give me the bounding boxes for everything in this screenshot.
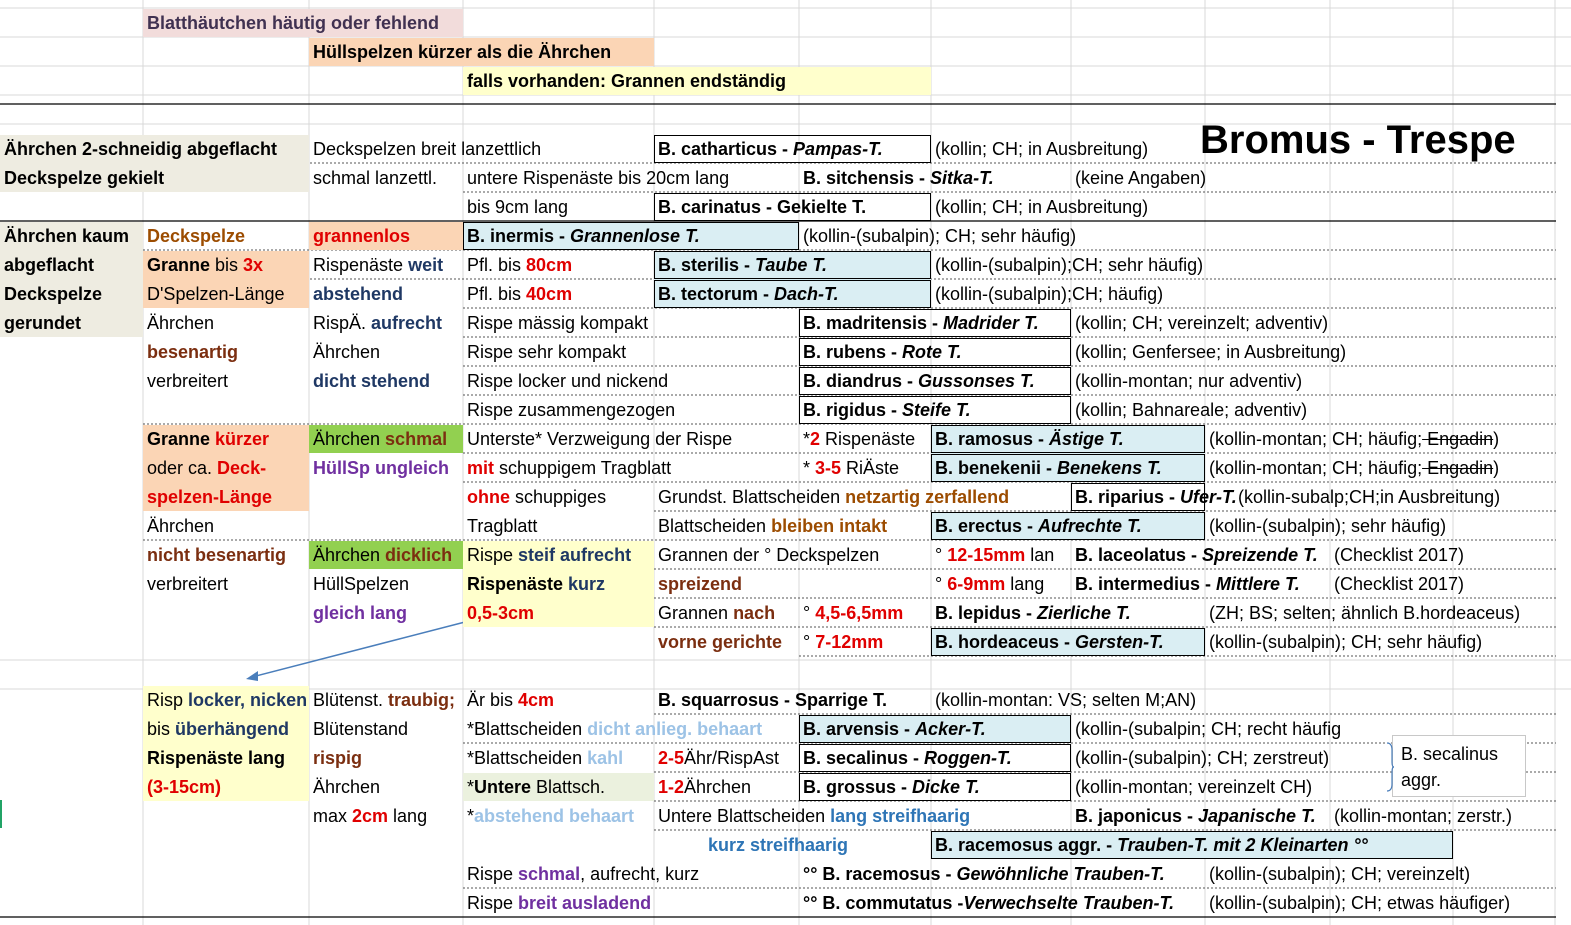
text-part: 40cm: [526, 284, 573, 304]
text-part: °: [803, 632, 816, 652]
species-info: (kollin-montan; nur adventiv): [1075, 371, 1303, 391]
text-part: 6-9mm: [947, 574, 1006, 594]
key-text: [799, 628, 883, 656]
key-text: [309, 541, 452, 569]
text-part: netzartig zerfallend: [845, 487, 1010, 507]
species-common: Dicke T.: [912, 777, 980, 797]
text-part: 4,5-6,5mm: [815, 603, 904, 623]
species-latin: B. ramosus -: [935, 429, 1050, 449]
species-info: (kollin; CH; in Ausbreitung): [935, 139, 1149, 159]
species-common: Pampas-T.: [793, 139, 883, 159]
species-common: Ästige T.: [1049, 429, 1124, 449]
text-part: *: [803, 458, 816, 478]
key-text: Unterste* Verzweigung der Rispe: [467, 429, 733, 449]
key-text: Blütenstand: [313, 719, 409, 739]
species-latin: B. erectus -: [935, 516, 1039, 536]
species-info: (kollin; CH; in Ausbreitung): [935, 197, 1149, 217]
key-text: [799, 599, 903, 627]
species-name: [799, 889, 1174, 917]
species-info: (kollin-(subalpin); sehr häufig): [1209, 516, 1447, 536]
species-common: Taube T.: [755, 255, 828, 275]
species-info: (kollin-(subalpin); CH; etwas häufiger): [1209, 893, 1511, 913]
text-part: *Blattscheiden: [467, 719, 588, 739]
species-latin: B. rigidus -: [803, 400, 902, 420]
species-name: [931, 512, 1142, 540]
key-text: [463, 715, 762, 743]
species-latin: B. secalinus -: [803, 748, 925, 768]
text-part: Ährchen: [313, 429, 386, 449]
key-text: [931, 570, 1044, 598]
species-latin: B. racemosus aggr. -: [935, 835, 1118, 855]
text-part: Grannen: [658, 603, 734, 623]
species-info: (keine Angaben): [1075, 168, 1207, 188]
text-part: schuppiges: [510, 487, 607, 507]
text-part: Grundst. Blattscheiden: [658, 487, 846, 507]
key-text: grannenlos: [313, 226, 411, 246]
species-latin: B. inermis -: [467, 226, 571, 246]
key-text: [463, 280, 572, 308]
text-part: bis: [210, 255, 244, 275]
key-text: abstehend: [313, 284, 404, 304]
key-text: Deckspelze gekielt: [4, 168, 165, 188]
key-text: abgeflacht: [4, 255, 95, 275]
text-part: überhängend: [175, 719, 290, 739]
species-name: [1071, 541, 1318, 569]
text-part: *: [803, 429, 811, 449]
text-part: Risp: [147, 690, 189, 710]
text-part: Pfl. bis: [467, 284, 527, 304]
text-part: 80cm: [526, 255, 573, 275]
species-info: (kollin-(subalpin);CH; sehr häufig): [935, 255, 1204, 275]
key-text: [309, 802, 427, 830]
text-part: Pfl. bis: [467, 255, 527, 275]
key-text: [143, 251, 263, 279]
text-part: dicht anlieg. behaart: [587, 719, 763, 739]
species-name: [1071, 570, 1300, 598]
key-text: gerundet: [4, 313, 82, 333]
key-text: spelzen-Länge: [147, 487, 273, 507]
species-latin: °° B. commutatus -: [803, 893, 964, 913]
text-part: kürzer: [215, 429, 270, 449]
key-text: [931, 541, 1054, 569]
key-text: schmal lanzettl.: [313, 168, 438, 188]
species-info: (kollin; Genfersee; in Ausbreitung): [1075, 342, 1347, 362]
key-text: vorne gerichte: [658, 632, 783, 652]
key-text: [309, 309, 442, 337]
species-latin: B. arvensis -: [803, 719, 916, 739]
species-common: Aufrechte T.: [1038, 516, 1142, 536]
text-part: Deck-: [217, 458, 267, 478]
key-text: [463, 454, 671, 482]
species-common: Mittlere T.: [1216, 574, 1300, 594]
key-text: [463, 570, 605, 598]
species-info: (kollin; Bahnareale; adventiv): [1075, 400, 1308, 420]
text-part: schmal: [518, 864, 581, 884]
text-part: 7-12mm: [815, 632, 884, 652]
text-part: kahl: [587, 748, 624, 768]
key-text: kurz streifhaarig: [708, 835, 849, 855]
text-part: bleiben intakt: [771, 516, 888, 536]
species-common: Madrider T.: [943, 313, 1039, 333]
species-name: [463, 222, 700, 250]
species-latin: B. hordeaceus -: [935, 632, 1076, 652]
key-text: [309, 425, 447, 453]
key-text: HüllSp ungleich: [313, 458, 450, 478]
text-part: Engadin: [1422, 458, 1494, 478]
key-text: Ährchen: [147, 313, 215, 333]
species-info: (kollin-(subalpin); CH; sehr häufig): [803, 226, 1077, 246]
text-part: (kollin-montan; CH; häufig;: [1209, 429, 1423, 449]
text-part: steif aufrecht: [518, 545, 632, 565]
key-text: besenartig: [147, 342, 239, 362]
key-text: [654, 773, 751, 801]
text-part: Ährchen: [313, 545, 386, 565]
text-part: RiÄste: [841, 458, 900, 478]
key-text: [654, 483, 1009, 511]
key-text: Ährchen: [147, 516, 215, 536]
key-text: [143, 715, 289, 743]
species-info: [1205, 425, 1499, 453]
species-common: Grannenlose T.: [570, 226, 700, 246]
species-latin: B. lepidus -: [935, 603, 1038, 623]
species-name: [799, 367, 1035, 395]
text-part: Granne: [147, 255, 211, 275]
species-name: [931, 599, 1131, 627]
key-text: [799, 425, 915, 453]
key-text: [463, 251, 572, 279]
species-name: B. carinatus - Gekielte T.: [658, 197, 867, 217]
species-name: [654, 251, 827, 279]
text-part: Rispe: [467, 893, 519, 913]
species-info: (kollin; CH; vereinzelt; adventiv): [1075, 313, 1329, 333]
key-text: Ährchen 2-schneidig abgeflacht: [4, 139, 278, 159]
text-part: Engadin: [1422, 429, 1494, 449]
species-common: Zierliche T.: [1037, 603, 1131, 623]
species-name: [654, 686, 887, 714]
page-title: Bromus - Trespe: [1200, 118, 1516, 162]
text-part: max: [313, 806, 353, 826]
text-part: Rispe: [467, 545, 519, 565]
text-part: 2cm: [352, 806, 389, 826]
key-text: (3-15cm): [147, 777, 222, 797]
key-text: rispig: [313, 748, 363, 768]
key-text: D'Spelzen-Länge: [147, 284, 285, 304]
key-text: verbreitert: [147, 574, 229, 594]
species-common: Japanische T.: [1198, 806, 1316, 826]
species-common: Sparrige T.: [795, 690, 888, 710]
comment-note[interactable]: [1392, 735, 1526, 797]
species-name: [799, 338, 962, 366]
text-part: *Blattscheiden: [467, 748, 588, 768]
text-part: nach: [733, 603, 776, 623]
text-part: 1-2: [658, 777, 685, 797]
species-info: (kollin-(subalpin; CH; recht häufig: [1075, 719, 1342, 739]
text-part: *: [467, 777, 475, 797]
header-row-1: Blatthäutchen häutig oder fehlend: [147, 13, 440, 33]
key-text: [463, 686, 554, 714]
text-part: Rispenäste: [467, 574, 569, 594]
species-common: Rote T.: [902, 342, 962, 362]
key-text: [463, 860, 699, 888]
species-latin: B. laceolatus -: [1075, 545, 1203, 565]
species-common: Spreizende T.: [1202, 545, 1318, 565]
key-text: [463, 773, 605, 801]
species-latin: °° B. racemosus -: [803, 864, 957, 884]
text-part: Blütenst.: [313, 690, 389, 710]
species-name: [931, 425, 1124, 453]
text-part: ohne: [467, 487, 510, 507]
species-name: [799, 396, 971, 424]
species-name: [799, 164, 994, 192]
species-common: Gersten-T.: [1075, 632, 1164, 652]
species-info: (kollin-(subalpin); CH; zerstreut): [1075, 748, 1330, 768]
key-text: Grannen der ° Deckspelzen: [658, 545, 880, 565]
species-common: Trauben-T. mit 2 Kleinarten °°: [1117, 835, 1368, 855]
key-text: verbreitert: [147, 371, 229, 391]
key-text: [143, 454, 266, 482]
species-latin: B. catharticus -: [658, 139, 794, 159]
species-name: [931, 454, 1162, 482]
key-text: Rispe mässig kompakt: [467, 313, 649, 333]
text-part: mit: [467, 458, 494, 478]
text-part: schmal: [385, 429, 448, 449]
species-latin: B. grossus -: [803, 777, 913, 797]
text-part: (kollin-montan; CH; häufig;: [1209, 458, 1423, 478]
species-latin: B. sterilis -: [658, 255, 756, 275]
text-part: aufrecht: [371, 313, 443, 333]
species-latin: B. riparius -: [1075, 487, 1181, 507]
species-common: Dach-T.: [774, 284, 839, 304]
species-latin: B. intermedius -: [1075, 574, 1217, 594]
text-part: breit ausladend: [518, 893, 652, 913]
key-text: [309, 251, 443, 279]
species-common: Gussonses T.: [918, 371, 1035, 391]
key-text: untere Rispenäste bis 20cm lang: [467, 168, 730, 188]
species-latin: B. squarrosus -: [658, 690, 796, 710]
species-info: (kollin-montan; vereinzelt CH): [1075, 777, 1313, 797]
species-info: (kollin-subalp;CH;in Ausbreitung): [1238, 487, 1501, 507]
species-name: [1071, 483, 1237, 511]
text-part: RispÄ.: [313, 313, 372, 333]
text-part: *: [467, 806, 475, 826]
text-part: weit: [408, 255, 444, 275]
species-name: [931, 831, 1368, 859]
text-part: Rispenäste: [313, 255, 409, 275]
text-part: Rispe: [467, 864, 519, 884]
text-part: 3x: [243, 255, 264, 275]
species-info: (kollin-montan: VS; selten M;AN): [935, 690, 1197, 710]
key-text: [654, 512, 887, 540]
text-part: ): [1493, 458, 1500, 478]
text-part: Ähr/RispAst: [684, 748, 780, 768]
species-name: [654, 280, 839, 308]
key-text: [654, 599, 775, 627]
species-info: (Checklist 2017): [1334, 545, 1465, 565]
species-common: Gewöhnliche Trauben-T.: [956, 864, 1165, 884]
text-part: dicklich: [385, 545, 453, 565]
key-text: Rispe sehr kompakt: [467, 342, 627, 362]
species-common: Sitka-T.: [930, 168, 994, 188]
text-part: bis: [147, 719, 176, 739]
key-text: [143, 686, 309, 714]
text-part: ): [1493, 429, 1500, 449]
key-text: Deckspelze: [4, 284, 103, 304]
species-common: Steife T.: [902, 400, 971, 420]
text-part: lang: [1005, 574, 1045, 594]
text-part: 2: [810, 429, 821, 449]
species-info: (Checklist 2017): [1334, 574, 1465, 594]
key-text: spreizend: [658, 574, 743, 594]
text-part: Untere Blattscheiden: [658, 806, 831, 826]
text-part: locker, nicken: [188, 690, 308, 710]
text-part: lang streifhaarig: [830, 806, 971, 826]
note-line: B. secalinus: [1401, 744, 1499, 764]
species-name: [799, 773, 980, 801]
key-text: Ährchen: [313, 777, 381, 797]
text-part: °: [935, 574, 948, 594]
species-latin: B. benekenii -: [935, 458, 1058, 478]
key-text: nicht besenartig: [147, 545, 287, 565]
brace-icon: [1386, 742, 1394, 792]
text-part: lan: [1025, 545, 1055, 565]
key-text: HüllSpelzen: [313, 574, 410, 594]
key-text: [654, 744, 779, 772]
key-text: [463, 541, 631, 569]
key-text: [309, 686, 455, 714]
species-latin: B. sitchensis -: [803, 168, 931, 188]
key-text: [463, 744, 623, 772]
text-part: 12-15mm: [947, 545, 1026, 565]
text-part: Rispenäste: [820, 429, 916, 449]
text-part: lang: [388, 806, 428, 826]
text-part: 3-5: [815, 458, 842, 478]
key-text: [143, 425, 269, 453]
key-text: gleich lang: [313, 603, 408, 623]
text-part: Ährchen: [684, 777, 752, 797]
species-latin: B. diandrus -: [803, 371, 919, 391]
text-part: °: [935, 545, 948, 565]
species-info: [1205, 454, 1499, 482]
key-text: bis 9cm lang: [467, 197, 569, 217]
species-latin: B. rubens -: [803, 342, 903, 362]
key-text: 0,5-3cm: [467, 603, 535, 623]
text-part: Granne: [147, 429, 216, 449]
header-row-2: Hüllspelzen kürzer als die Ährchen: [313, 42, 612, 62]
species-info: (ZH; BS; selten; ähnlich B.hordeaceus): [1209, 603, 1521, 623]
text-part: schuppigem Tragblatt: [494, 458, 672, 478]
key-text: Ährchen: [313, 342, 381, 362]
text-part: abstehend behaart: [474, 806, 635, 826]
text-part: 2-5: [658, 748, 685, 768]
species-info: (kollin-(subalpin); CH; vereinzelt): [1209, 864, 1471, 884]
species-info: (kollin-montan; zerstr.): [1334, 806, 1513, 826]
text-part: Blattscheiden: [658, 516, 772, 536]
species-latin: B. madritensis -: [803, 313, 944, 333]
key-text: [799, 454, 899, 482]
key-text: [463, 483, 606, 511]
species-name: [931, 628, 1164, 656]
key-text: dicht stehend: [313, 371, 431, 391]
text-part: Är bis: [467, 690, 519, 710]
species-common: Acker-T.: [915, 719, 986, 739]
text-part: , aufrecht, kurz: [580, 864, 700, 884]
note-line: aggr.: [1401, 770, 1442, 790]
species-info: (kollin-(subalpin); CH; sehr häufig): [1209, 632, 1483, 652]
key-text: Rispe locker und nickend: [467, 371, 669, 391]
key-text: Tragblatt: [467, 516, 538, 536]
text-part: Blattsch.: [531, 777, 606, 797]
species-name: [1071, 802, 1316, 830]
text-part: °: [803, 603, 816, 623]
species-name: [654, 135, 883, 163]
text-part: kurz: [568, 574, 606, 594]
species-name: [799, 715, 986, 743]
text-part: oder ca.: [147, 458, 218, 478]
key-text: [463, 802, 634, 830]
species-info: (kollin-(subalpin);CH; häufig): [935, 284, 1164, 304]
species-common: Ufer-T.: [1180, 487, 1237, 507]
species-name: [799, 744, 1012, 772]
key-text: Deckspelze: [147, 226, 246, 246]
key-text: Rispenäste lang: [147, 748, 286, 768]
species-common: Benekens T.: [1057, 458, 1162, 478]
species-latin: B. japonicus -: [1075, 806, 1199, 826]
header-row-3: falls vorhanden: Grannen endständig: [467, 71, 787, 91]
species-name: [799, 309, 1039, 337]
species-name: [799, 860, 1165, 888]
key-text: Rispe zusammengezogen: [467, 400, 676, 420]
species-latin: B. tectorum -: [658, 284, 775, 304]
key-text: [463, 889, 651, 917]
species-common: Roggen-T.: [924, 748, 1012, 768]
text-part: 4cm: [518, 690, 555, 710]
text-part: Untere: [474, 777, 532, 797]
key-text: Deckspelzen breit lanzettlich: [313, 139, 542, 159]
key-text: Ährchen kaum: [4, 226, 130, 246]
key-text: [654, 802, 970, 830]
text-part: traubig;: [388, 690, 456, 710]
species-common: Verwechselte Trauben-T.: [963, 893, 1175, 913]
